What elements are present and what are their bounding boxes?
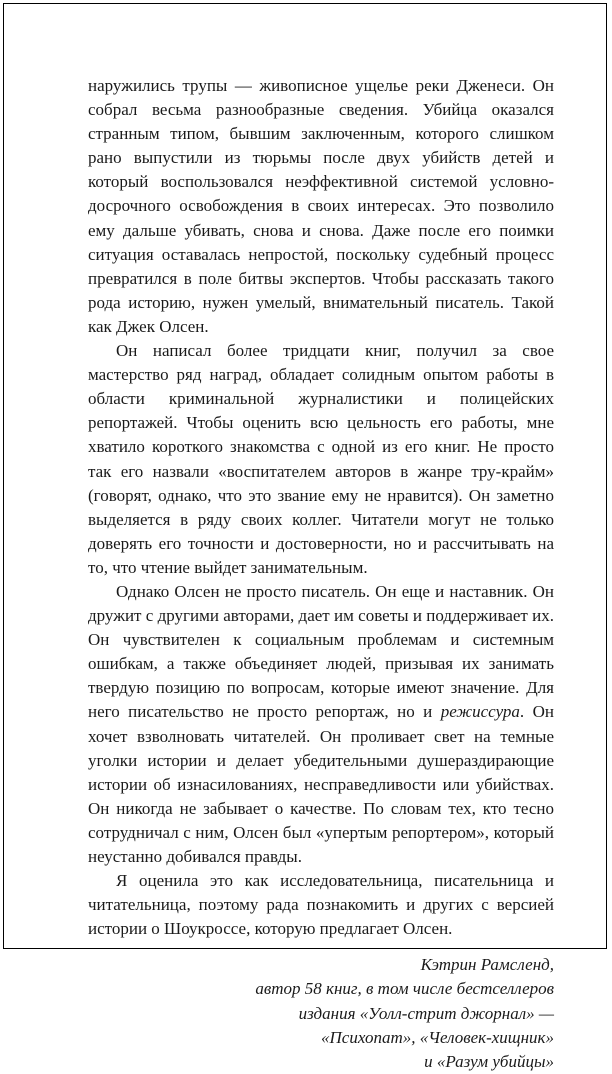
paragraph-3: [88, 580, 554, 869]
author-credit-line: автор 58 книг, в том числе бестселлеров: [255, 979, 554, 999]
author-name: Кэтрин Рамсленд,: [420, 955, 554, 975]
author-credit-line: и «Разум убийцы»: [424, 1051, 554, 1071]
author-credit-line: издания «Уолл-стрит джорнал» —: [298, 1003, 554, 1023]
foreword-text: [88, 74, 554, 1074]
paragraph-text-start: Однако Олсен не просто писатель. Он еще и наставник. Он дружит с другими авторами, дает им советы и поддерживает их. Он чувствителен к социальным проблемам и системным ошибкам, а также объединяет людей, призывая их занимать твердую позицию по вопросам, которые имеют значение. Для него писательство не просто репортаж, но и: [88, 581, 554, 722]
paragraph-text: наружились трупы — живописное ущелье реки Дженеси. Он собрал весьма разнообразные сведения. Убийца оказался странным типом, бывшим заключенным, которого слишком рано выпустили из тюрьмы после двух убийств детей и который воспользовался неэффективной системой условно-досрочного освобождения в своих интересах. Это позволило ему дальше убивать, снова и снова. Даже после его поимки ситуация оставалась непростой, поскольку судебный процесс превратился в поле битвы экспертов. Чтобы рассказать такого рода историю, нужен умелый, внимательный писатель. Такой как Джек Олсен.: [88, 76, 554, 336]
paragraph-2: [88, 339, 554, 580]
paragraph-text: Я оценила это как исследовательница, писательница и читательница, поэтому рада познакомить и других с версией истории о Шоукроссе, которую предлагает Олсен.: [88, 871, 554, 939]
paragraph-1: [88, 74, 554, 339]
attribution: [88, 953, 554, 1073]
author-credit-line: «Психопат», «Человек-хищник»: [321, 1027, 554, 1047]
paragraph-text-end: . Он хочет взволновать читателей. Он проливает свет на темные уголки истории и делает убедительными душераздирающие истории об изнасилованиях, несправедливости или убийствах. Он никогда не забывает о качестве. По словам тех, кто тесно сотрудничал с ним, Олсен был «упертым репортером», который неустанно добивался правды.: [88, 702, 554, 866]
italic-word: режиссура: [440, 702, 520, 722]
paragraph-4: [88, 869, 554, 941]
paragraph-text: Он написал более тридцати книг, получил за свое мастерство ряд наград, обладает солидным опытом работы в области криминальной журналистики и полицейских репортажей. Чтобы оценить всю цельность его работы, мне хватило короткого знакомства с одной из его книг. Не просто так его назвали «воспитателем авторов в жанре тру-крайм» (говорят, однако, что это звание ему не нравится). Он заметно выделяется в ряду своих коллег. Читатели могут не только доверять его точности и достоверности, но и рассчитывать на то, что чтение выйдет занимательным.: [88, 341, 554, 577]
